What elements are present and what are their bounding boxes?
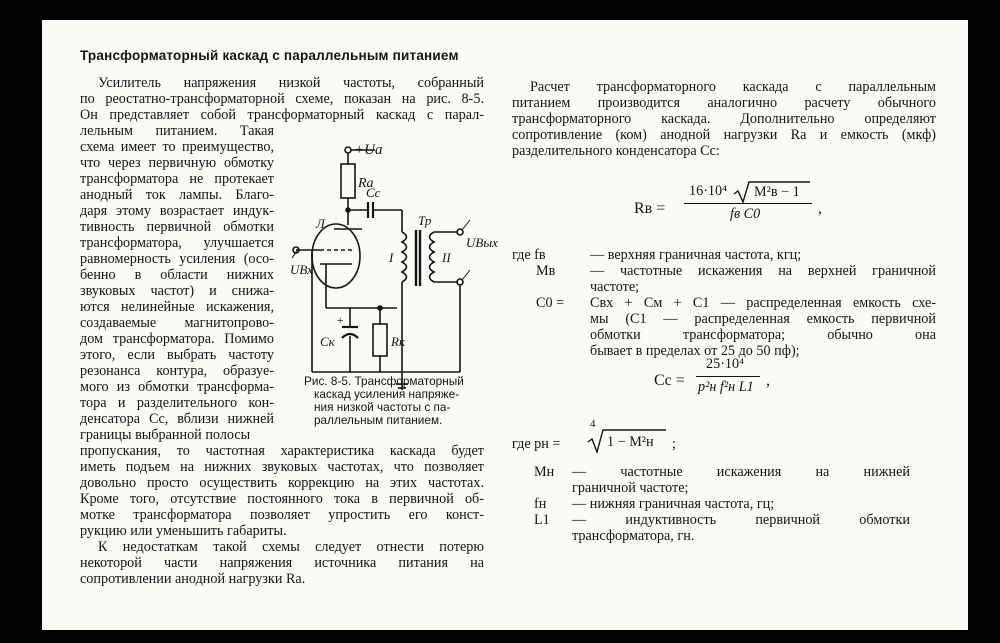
text-line: тора и разделительного кон- bbox=[80, 395, 274, 411]
text-line: анодный ток лампы. Благо- bbox=[80, 187, 274, 203]
label-uin: UВх bbox=[290, 262, 313, 277]
definition-text: частоте; bbox=[590, 279, 640, 295]
label-cc: Cc bbox=[366, 185, 381, 200]
definition-symbol: L1 bbox=[534, 512, 550, 528]
label-rk: Rк bbox=[391, 334, 406, 349]
text-line: иметь подъем на нижних звуковых частотах, что позволяет bbox=[80, 459, 484, 475]
supply-terminal bbox=[345, 147, 351, 153]
definition-text: бывает в пределах от 25 до 50 пф); bbox=[590, 343, 800, 359]
text-line: мотке трансформатора позволяет упростить его конст- bbox=[80, 507, 484, 523]
definition-text: Cвх + Cм + C1 — распределенная емкость схе- bbox=[590, 295, 936, 311]
text-line: по реостатно-трансформаторной схеме, показан на рис. 8-5. bbox=[80, 91, 484, 107]
definition-symbol: Mн bbox=[534, 464, 555, 480]
definition-text: трансформатора, гн. bbox=[572, 528, 695, 544]
formula-cc-tail: , bbox=[766, 372, 770, 389]
resistor-rk bbox=[373, 324, 387, 356]
text-line: даря этому возрастает индук- bbox=[80, 203, 274, 219]
formula-cc-numerator: 25·10⁴ bbox=[706, 356, 745, 372]
caption-line: каскад усиления напряже- bbox=[314, 387, 460, 401]
text-line: бенно в области нижних bbox=[80, 267, 274, 283]
caption-line: Рис. 8-5. Трансформаторный bbox=[304, 374, 464, 388]
formula-cc-denominator: p²н f²н L1 bbox=[698, 379, 754, 395]
label-uout: UВых bbox=[466, 235, 498, 250]
label-ua: +Ua bbox=[354, 142, 383, 158]
label-ck: Cк bbox=[320, 334, 335, 349]
text-line: резонанса контура, образуе- bbox=[80, 363, 274, 379]
formula-ra-numerator: 16·10⁴ bbox=[689, 183, 728, 199]
fraction-bar bbox=[684, 203, 812, 204]
text-line: питанием производится аналогично расчету обычного bbox=[512, 95, 936, 111]
text-line: звуковых частот) и снижа- bbox=[80, 283, 274, 299]
text-line: Он представляет собой трансформаторный каскад с парал- bbox=[80, 107, 484, 123]
text-line: равномерность усиления (осо- bbox=[80, 251, 274, 267]
resistor-ra bbox=[341, 164, 355, 198]
definition-symbol: где fв bbox=[512, 247, 546, 263]
text-line: довольно просто осуществить коррекцию на этих частотах. bbox=[80, 475, 484, 491]
formula-pn-root-index: 4 bbox=[590, 418, 596, 430]
text-line: К недостаткам такой схемы следует отнести потерю bbox=[98, 539, 484, 555]
label-winding-2: II bbox=[442, 250, 451, 265]
label-l: Л bbox=[316, 216, 325, 231]
text-line: границы выбранной полосы bbox=[80, 427, 251, 443]
definition-text: обмотки трансформатора; обычно она bbox=[590, 327, 936, 343]
definition-text: — индуктивность первичной обмотки bbox=[572, 512, 910, 528]
label-ra: Ra bbox=[358, 176, 374, 191]
definition-text: — верхняя граничная частота, кгц; bbox=[590, 247, 802, 263]
transformer-primary bbox=[402, 232, 407, 282]
definition-text: граничной частоте; bbox=[572, 480, 689, 496]
text-line: мого из обмотки трансформа- bbox=[80, 379, 274, 395]
formula-pn-lhs: где pн = bbox=[512, 436, 561, 452]
definition-symbol: fн bbox=[534, 496, 547, 512]
text-line: сопротивление (ком) анодной нагрузки Rа и емкость (мкф) bbox=[512, 127, 936, 143]
definition-symbol: C0 = bbox=[536, 295, 565, 311]
definition-text: — нижняя граничная частота, гц; bbox=[572, 496, 775, 512]
text-line: этого, если выбрать частоту bbox=[80, 347, 274, 363]
formula-ra-lhs: Rв = bbox=[634, 200, 666, 217]
circuit-diagram bbox=[290, 132, 502, 392]
book-page bbox=[42, 20, 968, 630]
definition-text: — частотные искажения на верхней граничной bbox=[590, 263, 936, 279]
caption-line: ния низкой частоты с па- bbox=[314, 400, 451, 414]
text-line: тивность первичной обмотки bbox=[80, 219, 274, 235]
text-line: денсатора Cс, вблизи нижней bbox=[80, 411, 274, 427]
text-line: Расчет трансформаторного каскада с параллельным bbox=[530, 79, 936, 95]
text-line: создаваемые магнитопрово- bbox=[80, 315, 274, 331]
definition-text: — частотные искажения на нижней bbox=[572, 464, 910, 480]
text-line: лельным питанием. Такая bbox=[80, 123, 274, 139]
fraction-bar bbox=[696, 376, 760, 377]
formula-cc-lhs: Cc = bbox=[654, 372, 685, 389]
text-line: пропускания, то частотная характеристика каскада будет bbox=[80, 443, 484, 459]
transformer-secondary bbox=[430, 232, 435, 282]
label-tr: Тр bbox=[418, 213, 432, 228]
caption-line: раллельным питанием. bbox=[314, 413, 443, 427]
vacuum-tube bbox=[312, 224, 360, 288]
text-line: трансформаторного каскада. Дополнительно определяют bbox=[512, 111, 936, 127]
label-plus: + bbox=[336, 313, 345, 327]
formula-ra-tail: , bbox=[818, 200, 822, 217]
label-winding-1: I bbox=[389, 250, 394, 265]
text-line: что через первичную обмотку bbox=[80, 155, 274, 171]
text-line: схема имеет то преимущество, bbox=[80, 139, 274, 155]
text-line: некоторой части напряжения источника питания на bbox=[80, 555, 484, 571]
section-heading: Трансформаторный каскад с параллельным питанием bbox=[80, 48, 459, 63]
figure-caption bbox=[304, 375, 482, 427]
text-line: Усилитель напряжения низкой частоты, собранный bbox=[98, 75, 484, 91]
definition-text: мы (C1 — распределенная емкость первичной bbox=[590, 311, 936, 327]
text-line: разделительного конденсатора Cс: bbox=[512, 143, 720, 159]
formula-pn-tail: ; bbox=[672, 436, 676, 452]
text-line: ются нелинейные искажения, bbox=[80, 299, 274, 315]
formula-pn-radicand: 1 − M²н bbox=[607, 434, 654, 450]
text-line: трансформатора, улучшается bbox=[80, 235, 274, 251]
text-line: Кроме того, отсутствие постоянного тока в первичной об- bbox=[80, 491, 484, 507]
text-line: рукцию или уменьшить габариты. bbox=[80, 523, 287, 539]
definition-symbol: Mв bbox=[536, 263, 556, 279]
formula-ra-radicand: M²в − 1 bbox=[754, 184, 800, 200]
text-line: трансформатора не протекает bbox=[80, 171, 274, 187]
text-line: сопротивлении анодной нагрузки Rа. bbox=[80, 571, 306, 587]
formula-ra-denominator: fв C0 bbox=[730, 206, 761, 222]
text-line: дом трансформатора. Помимо bbox=[80, 331, 274, 347]
